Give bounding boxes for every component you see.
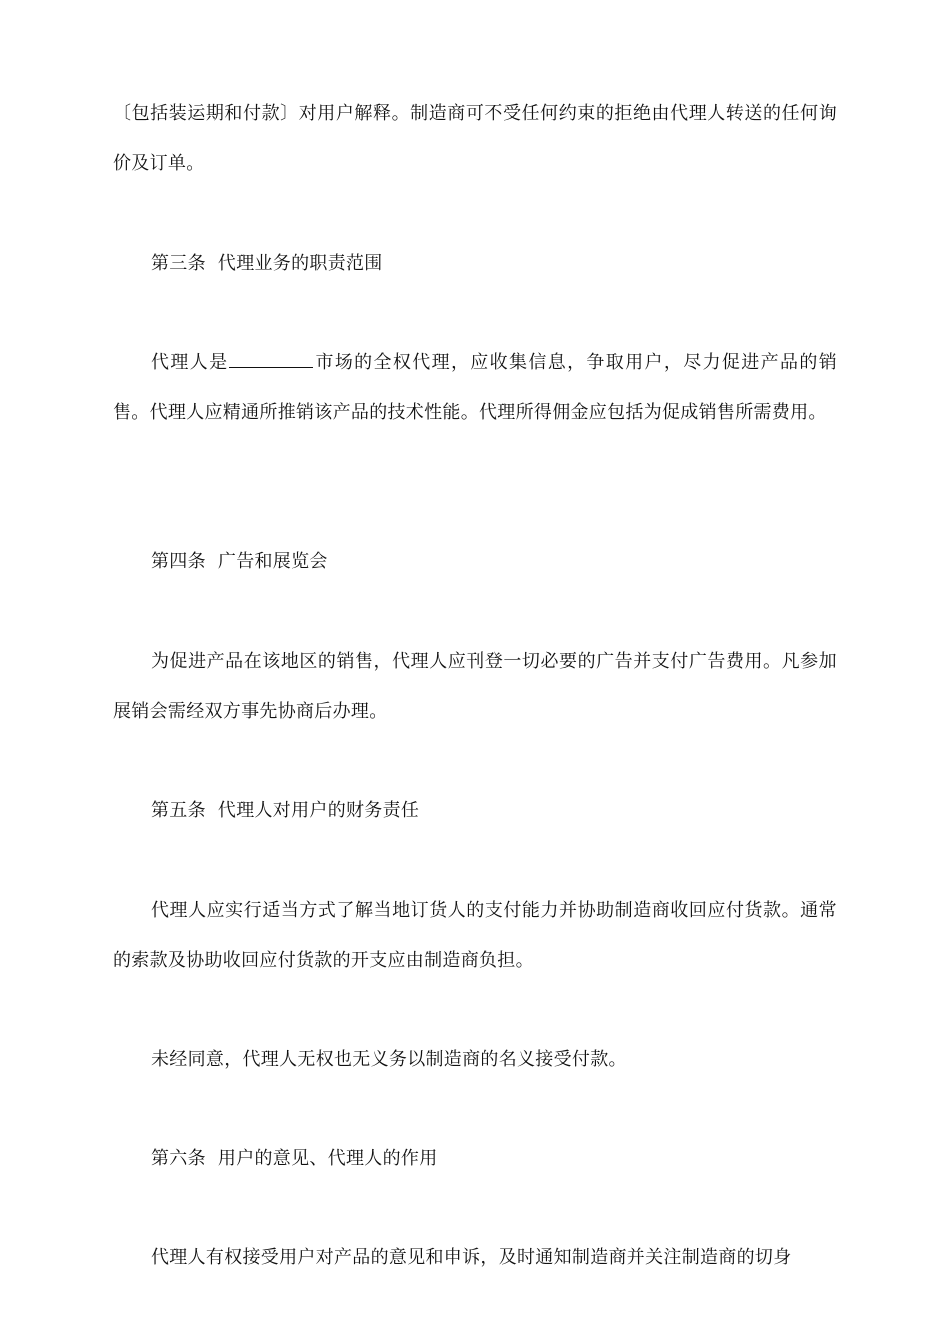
article-5-title: 代理人对用户的财务责任 — [217, 800, 420, 821]
article-3-number: 第三条 — [151, 253, 206, 274]
fill-in-blank[interactable] — [229, 351, 313, 368]
article-5-paragraph-1: 代理人应实行适当方式了解当地订货人的支付能力并协助制造商收回应付货款。通常的索款及协助收回应付货款的开支应由制造商负担。 — [113, 900, 837, 971]
article-6-title: 用户的意见、代理人的作用 — [217, 1148, 438, 1169]
article-3-title: 代理业务的职责范围 — [217, 253, 383, 274]
paragraph-continuation: 〔包括装运期和付款〕对用户解释。制造商可不受任何约束的拒绝由代理人转送的任何询价及订单。 — [113, 103, 837, 174]
article-4-title: 广告和展览会 — [217, 551, 328, 572]
article-4-paragraph: 为促进产品在该地区的销售，代理人应刊登一切必要的广告并支付广告费用。凡参加展销会需经双方事先协商后办理。 — [113, 651, 837, 722]
article-6-number: 第六条 — [151, 1148, 206, 1169]
article-5-number: 第五条 — [151, 800, 206, 821]
article-5-heading — [151, 786, 875, 836]
article-3-text-before: 代理人是 — [151, 352, 229, 373]
article-4-number: 第四条 — [151, 551, 206, 572]
article-3-text-after: 市场的全权代理，应收集信息，争取用户，尽力促进产品的销售。代理人应精通所推销该产品的技术性能。代理所得佣金应包括为促成销售所需费用。 — [113, 352, 837, 423]
article-4-heading — [151, 537, 875, 587]
article-6-heading — [151, 1134, 875, 1184]
article-3-paragraph — [113, 338, 837, 438]
article-6-paragraph: 代理人有权接受用户对产品的意见和申诉，及时通知制造商并关注制造商的切身 — [151, 1247, 792, 1268]
article-5-paragraph-2: 未经同意，代理人无权也无义务以制造商的名义接受付款。 — [151, 1049, 627, 1070]
article-3-heading — [151, 239, 875, 289]
